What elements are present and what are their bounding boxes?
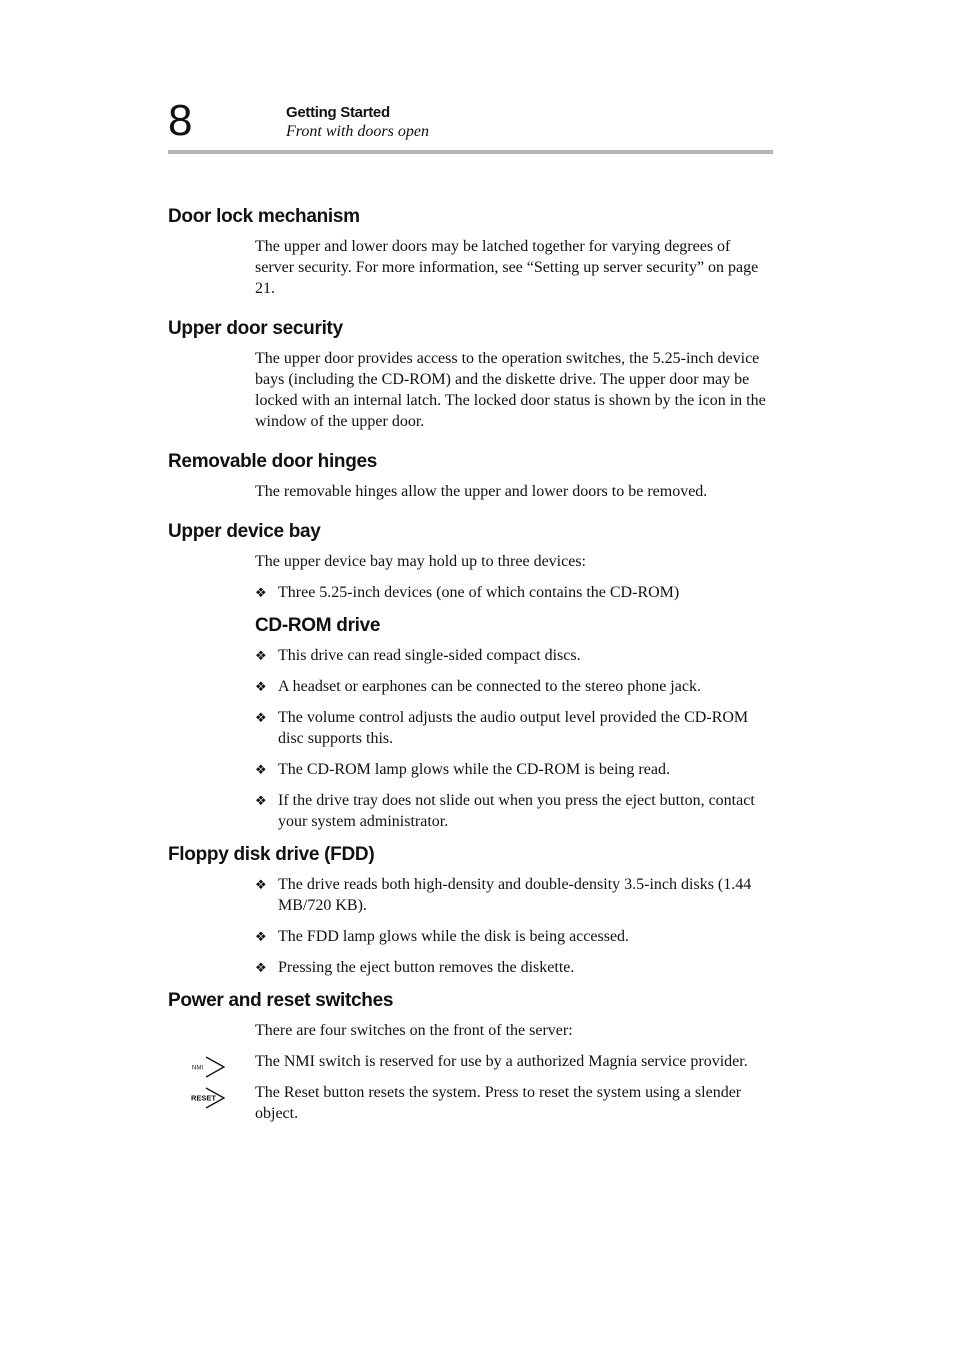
header-rule xyxy=(168,150,773,154)
paragraph-door-lock: The upper and lower doors may be latched together for varying degrees of server security. For more information, see “Setting up server security” on page 21. xyxy=(255,238,759,297)
paragraph-nmi: The NMI switch is reserved for use by a authorized Magnia service provider. xyxy=(255,1053,748,1070)
list-item: ❖ Pressing the eject button removes the diskette. xyxy=(255,959,575,976)
heading-hinges: Removable door hinges xyxy=(168,451,378,472)
page-content xyxy=(168,204,773,1141)
list-item: ❖ The drive reads both high-density and double-density 3.5-inch disks (1.44 MB/720 KB). xyxy=(255,876,752,914)
bullet-icon: ❖ xyxy=(255,648,267,663)
section-hinges xyxy=(168,449,773,502)
list-fdd xyxy=(255,874,773,978)
list-item: ❖ The FDD lamp glows while the disk is being accessed. xyxy=(255,928,630,945)
reset-switch-icon xyxy=(190,1086,230,1110)
bullet-icon: ❖ xyxy=(255,710,267,725)
paragraph-power: There are four switches on the front of the server: xyxy=(255,1022,573,1039)
heading-cdrom: CD-ROM drive xyxy=(255,615,381,636)
list-item: ❖ Three 5.25-inch devices (one of which contains the CD-ROM) xyxy=(255,584,680,601)
reset-switch-label: RESET xyxy=(191,1093,217,1103)
reset-switch-row xyxy=(168,1082,773,1124)
bullet-icon: ❖ xyxy=(255,929,267,944)
list-item: ❖ This drive can read single-sided compact discs. xyxy=(255,647,581,664)
bullet-icon: ❖ xyxy=(255,877,267,892)
chapter-title: Getting Started xyxy=(286,104,390,121)
list-device-bay xyxy=(255,582,773,603)
list-item: ❖ If the drive tray does not slide out when you press the eject button, contact your system administrator. xyxy=(255,792,755,830)
paragraph-reset: The Reset button resets the system. Press to reset the system using a slender object. xyxy=(255,1084,742,1122)
list-cdrom xyxy=(255,645,773,832)
heading-upper-door: Upper door security xyxy=(168,318,343,339)
bullet-icon: ❖ xyxy=(255,960,267,975)
bullet-icon: ❖ xyxy=(255,679,267,694)
section-power xyxy=(168,988,773,1124)
list-item: ❖ A headset or earphones can be connected to the stereo phone jack. xyxy=(255,678,701,695)
section-fdd xyxy=(168,842,773,978)
nmi-switch-row xyxy=(168,1051,773,1072)
page-number: 8 xyxy=(168,96,193,145)
list-item: ❖ The CD-ROM lamp glows while the CD-ROM is being read. xyxy=(255,761,670,778)
section-upper-door xyxy=(168,316,773,432)
paragraph-device-bay: The upper device bay may hold up to three devices: xyxy=(255,553,586,570)
heading-power: Power and reset switches xyxy=(168,990,394,1011)
bullet-icon: ❖ xyxy=(255,762,267,777)
nmi-switch-icon xyxy=(190,1055,230,1079)
section-door-lock xyxy=(168,204,773,299)
bullet-icon: ❖ xyxy=(255,585,267,600)
heading-fdd: Floppy disk drive (FDD) xyxy=(168,844,375,865)
section-device-bay xyxy=(168,519,773,603)
running-head xyxy=(286,103,429,141)
heading-door-lock: Door lock mechanism xyxy=(168,206,360,227)
paragraph-upper-door: The upper door provides access to the operation switches, the 5.25-inch device bays (including the CD-ROM) and the diskette drive. The upper door may be locked with an internal latch. The locked door status is shown by the icon in the window of the upper door. xyxy=(255,350,766,430)
paragraph-hinges: The removable hinges allow the upper and lower doors to be removed. xyxy=(255,483,708,500)
list-item: ❖ The volume control adjusts the audio output level provided the CD-ROM disc supports this. xyxy=(255,709,749,747)
section-subtitle: Front with doors open xyxy=(286,123,429,140)
nmi-switch-label: NMI xyxy=(192,1065,203,1072)
heading-device-bay: Upper device bay xyxy=(168,521,321,542)
bullet-icon: ❖ xyxy=(255,793,267,808)
section-cdrom xyxy=(168,613,773,832)
